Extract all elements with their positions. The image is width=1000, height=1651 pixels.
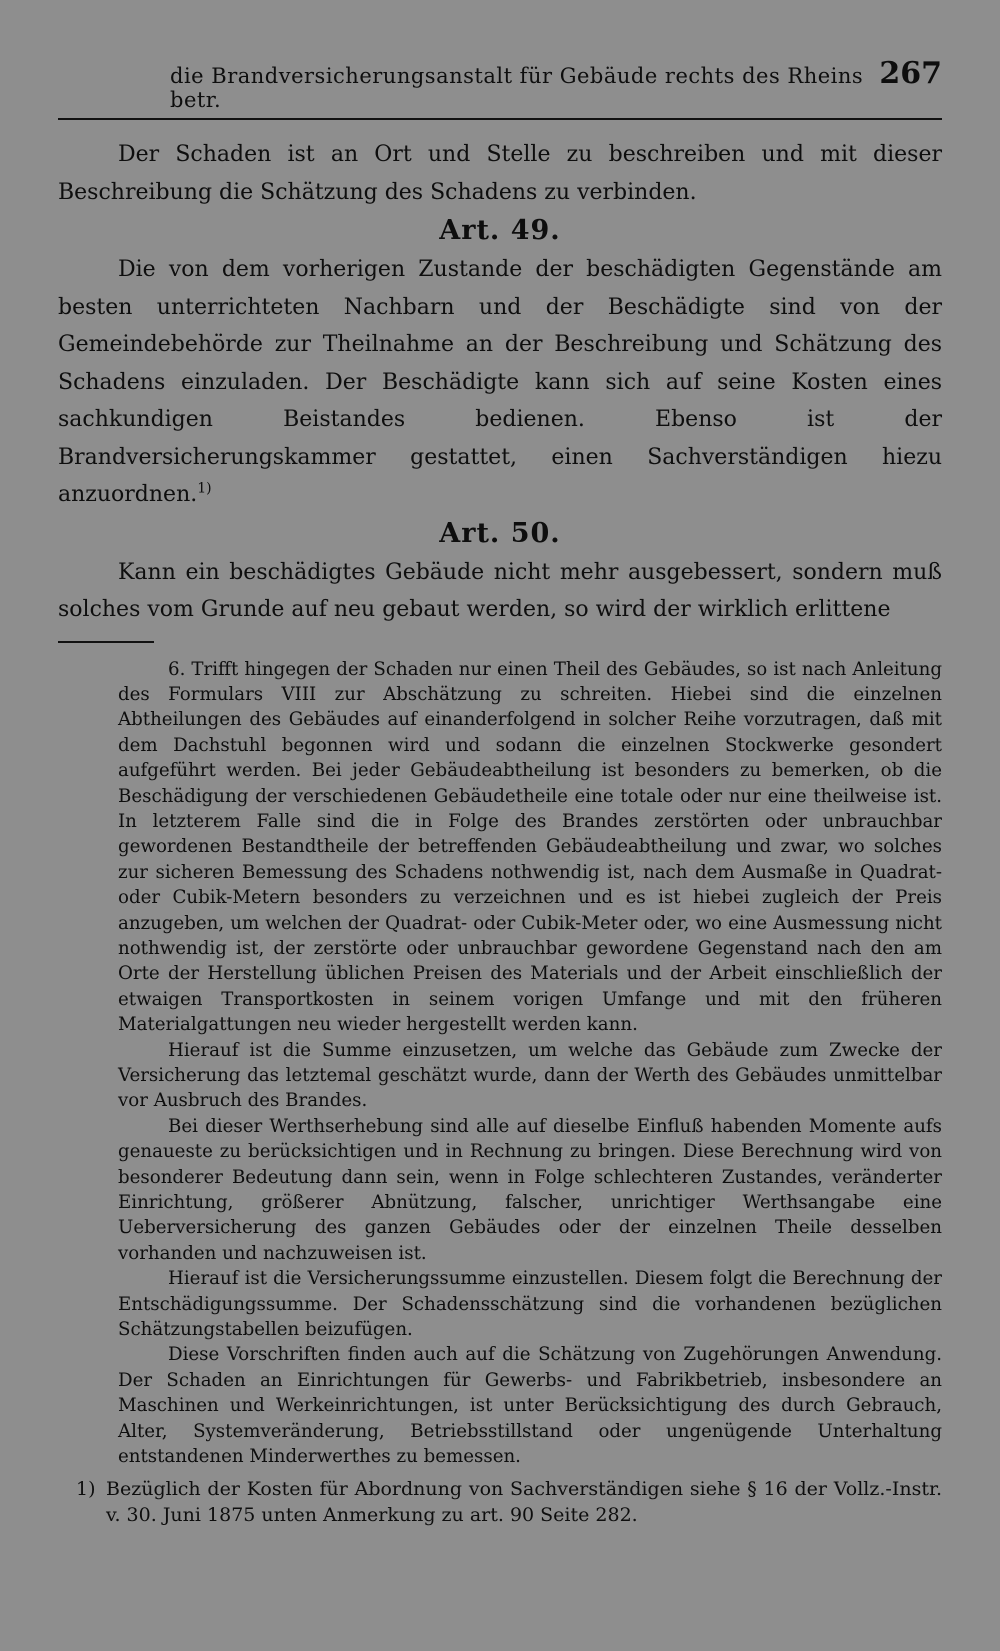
header-rule <box>58 118 942 120</box>
note-paragraph-4: Hierauf ist die Versicherungssumme einzustellen. Diesem folgt die Berechnung der Entschädigungssumme. Der Schadensschätzung sind die vorhandenen bezüglichen Schätzungstabellen beizufügen. <box>118 1268 942 1341</box>
note-paragraph-5: Diese Vorschriften finden auch auf die Schätzung von Zugehörungen Anwendung. Der Schaden an Einrichtungen für Gewerbs- und Fabrikbetrieb, insbesondere an Maschinen und Werkeinrichtungen, ist unter Berücksichtigung des durch Gebrauch, Alter, Systemveränderung, Betriebsstillstand oder ungenügende Unterhaltung entstandenen Minderwerthes zu bemessen. <box>118 1344 942 1468</box>
article-50-heading: Art. 50. <box>439 517 561 549</box>
footnote-marker: 1) <box>76 1477 96 1500</box>
main-text <box>58 136 942 629</box>
running-title: die Brandversicherungsanstalt für Gebäude rechts des Rheins betr. <box>170 64 864 112</box>
page-number: 267 <box>879 56 942 91</box>
footnote-text: Bezüglich der Kosten für Abordnung von Sachverständigen siehe § 16 der Vollz.-Instr. v. 30. Juni 1875 unten Anmerkung zu art. 90 Seite 282. <box>106 1477 942 1526</box>
footnote-reference[interactable]: 1) <box>197 480 212 497</box>
article-49-heading: Art. 49. <box>439 215 561 246</box>
paragraph-intro: Der Schaden ist an Ort und Stelle zu beschreiben und mit dieser Beschreibung die Schätzung des Schadens zu verbinden. <box>58 142 942 205</box>
footnote-1 <box>58 1476 942 1528</box>
article-50-text: Kann ein beschädigtes Gebäude nicht mehr ausgebessert, sondern muß solches vom Grunde auf neu gebaut werden, so wird der wirklich erlittene <box>58 559 942 622</box>
page-header <box>58 56 942 112</box>
note-paragraph-3: Bei dieser Werthserhebung sind alle auf dieselbe Einfluß habenden Momente aufs genaueste zu berücksichtigen und in Rechnung zu bringen. Diese Berechnung wird von besonderer Bedeutung dann sein, wenn in Folge schlechteren Zustandes, veränderter Einrichtung, größerer Abnützung, falscher, unrichtiger Werthsangabe eine Ueberversicherung des ganzen Gebäudes oder der einzelnen Theile desselben vorhanden und nachzuweisen ist. <box>118 1115 942 1264</box>
document-page <box>58 56 942 1636</box>
note-paragraph-2: Hierauf ist die Summe einzusetzen, um welche das Gebäude zum Zwecke der Versicherung das letztemal geschätzt wurde, dann der Werth des Gebäudes unmittelbar vor Ausbruch des Brandes. <box>118 1039 942 1112</box>
notes-section <box>58 657 942 1470</box>
article-49-body: Die von dem vorherigen Zustande der beschädigten Gegenstände am besten unterrichteten Nachbarn und der Beschädigte sind von der Gemeindebehörde zur Theilnahme an der Beschreibung und Schätzung des Schadens einzuladen. Der Beschädigte kann sich auf seine Kosten eines sachkundigen Beistandes bedienen. Ebenso ist der Brandversicherungskammer gestattet, einen Sachverständigen hiezu anzuordnen. <box>58 257 942 507</box>
article-49-text <box>58 251 942 514</box>
notes-separator <box>58 641 154 643</box>
note-6: 6. Trifft hingegen der Schaden nur einen Theil des Gebäudes, so ist nach Anleitung des Formulars VIII zur Abschätzung zu schreiten. Hiebei sind die einzelnen Abtheilungen des Gebäudes auf einanderfolgend in solcher Reihe vorzutragen, daß mit dem Dachstuhl begonnen wird und sodann die einzelnen Stockwerke gesondert aufgeführt werden. Bei jeder Gebäudeabtheilung ist besonders zu bemerken, ob die Beschädigung der verschiedenen Gebäudetheile eine totale oder nur eine theilweise ist. In letzterem Falle sind die in Folge des Brandes zerstörten oder unbrauchbar gewordenen Bestandtheile der betreffenden Gebäudeabtheilung und zwar, wo solches zur sicheren Bemessung des Schadens nothwendig ist, nach dem Ausmaße in Quadrat- oder Cubik-Metern besonders zu verzeichnen und es ist hiebei zugleich der Preis anzugeben, um welchen der Quadrat- oder Cubik-Meter oder, wo eine Ausmessung nicht nothwendig ist, der zerstörte oder unbrauchbar gewordene Gegenstand nach den am Orte der Herstellung üblichen Preisen des Materials und der Arbeit einschließlich der etwaigen Transportkosten in seinem vorigen Umfange und mit den früheren Materialgattungen neu wieder hergestellt werden kann. <box>118 658 942 1036</box>
